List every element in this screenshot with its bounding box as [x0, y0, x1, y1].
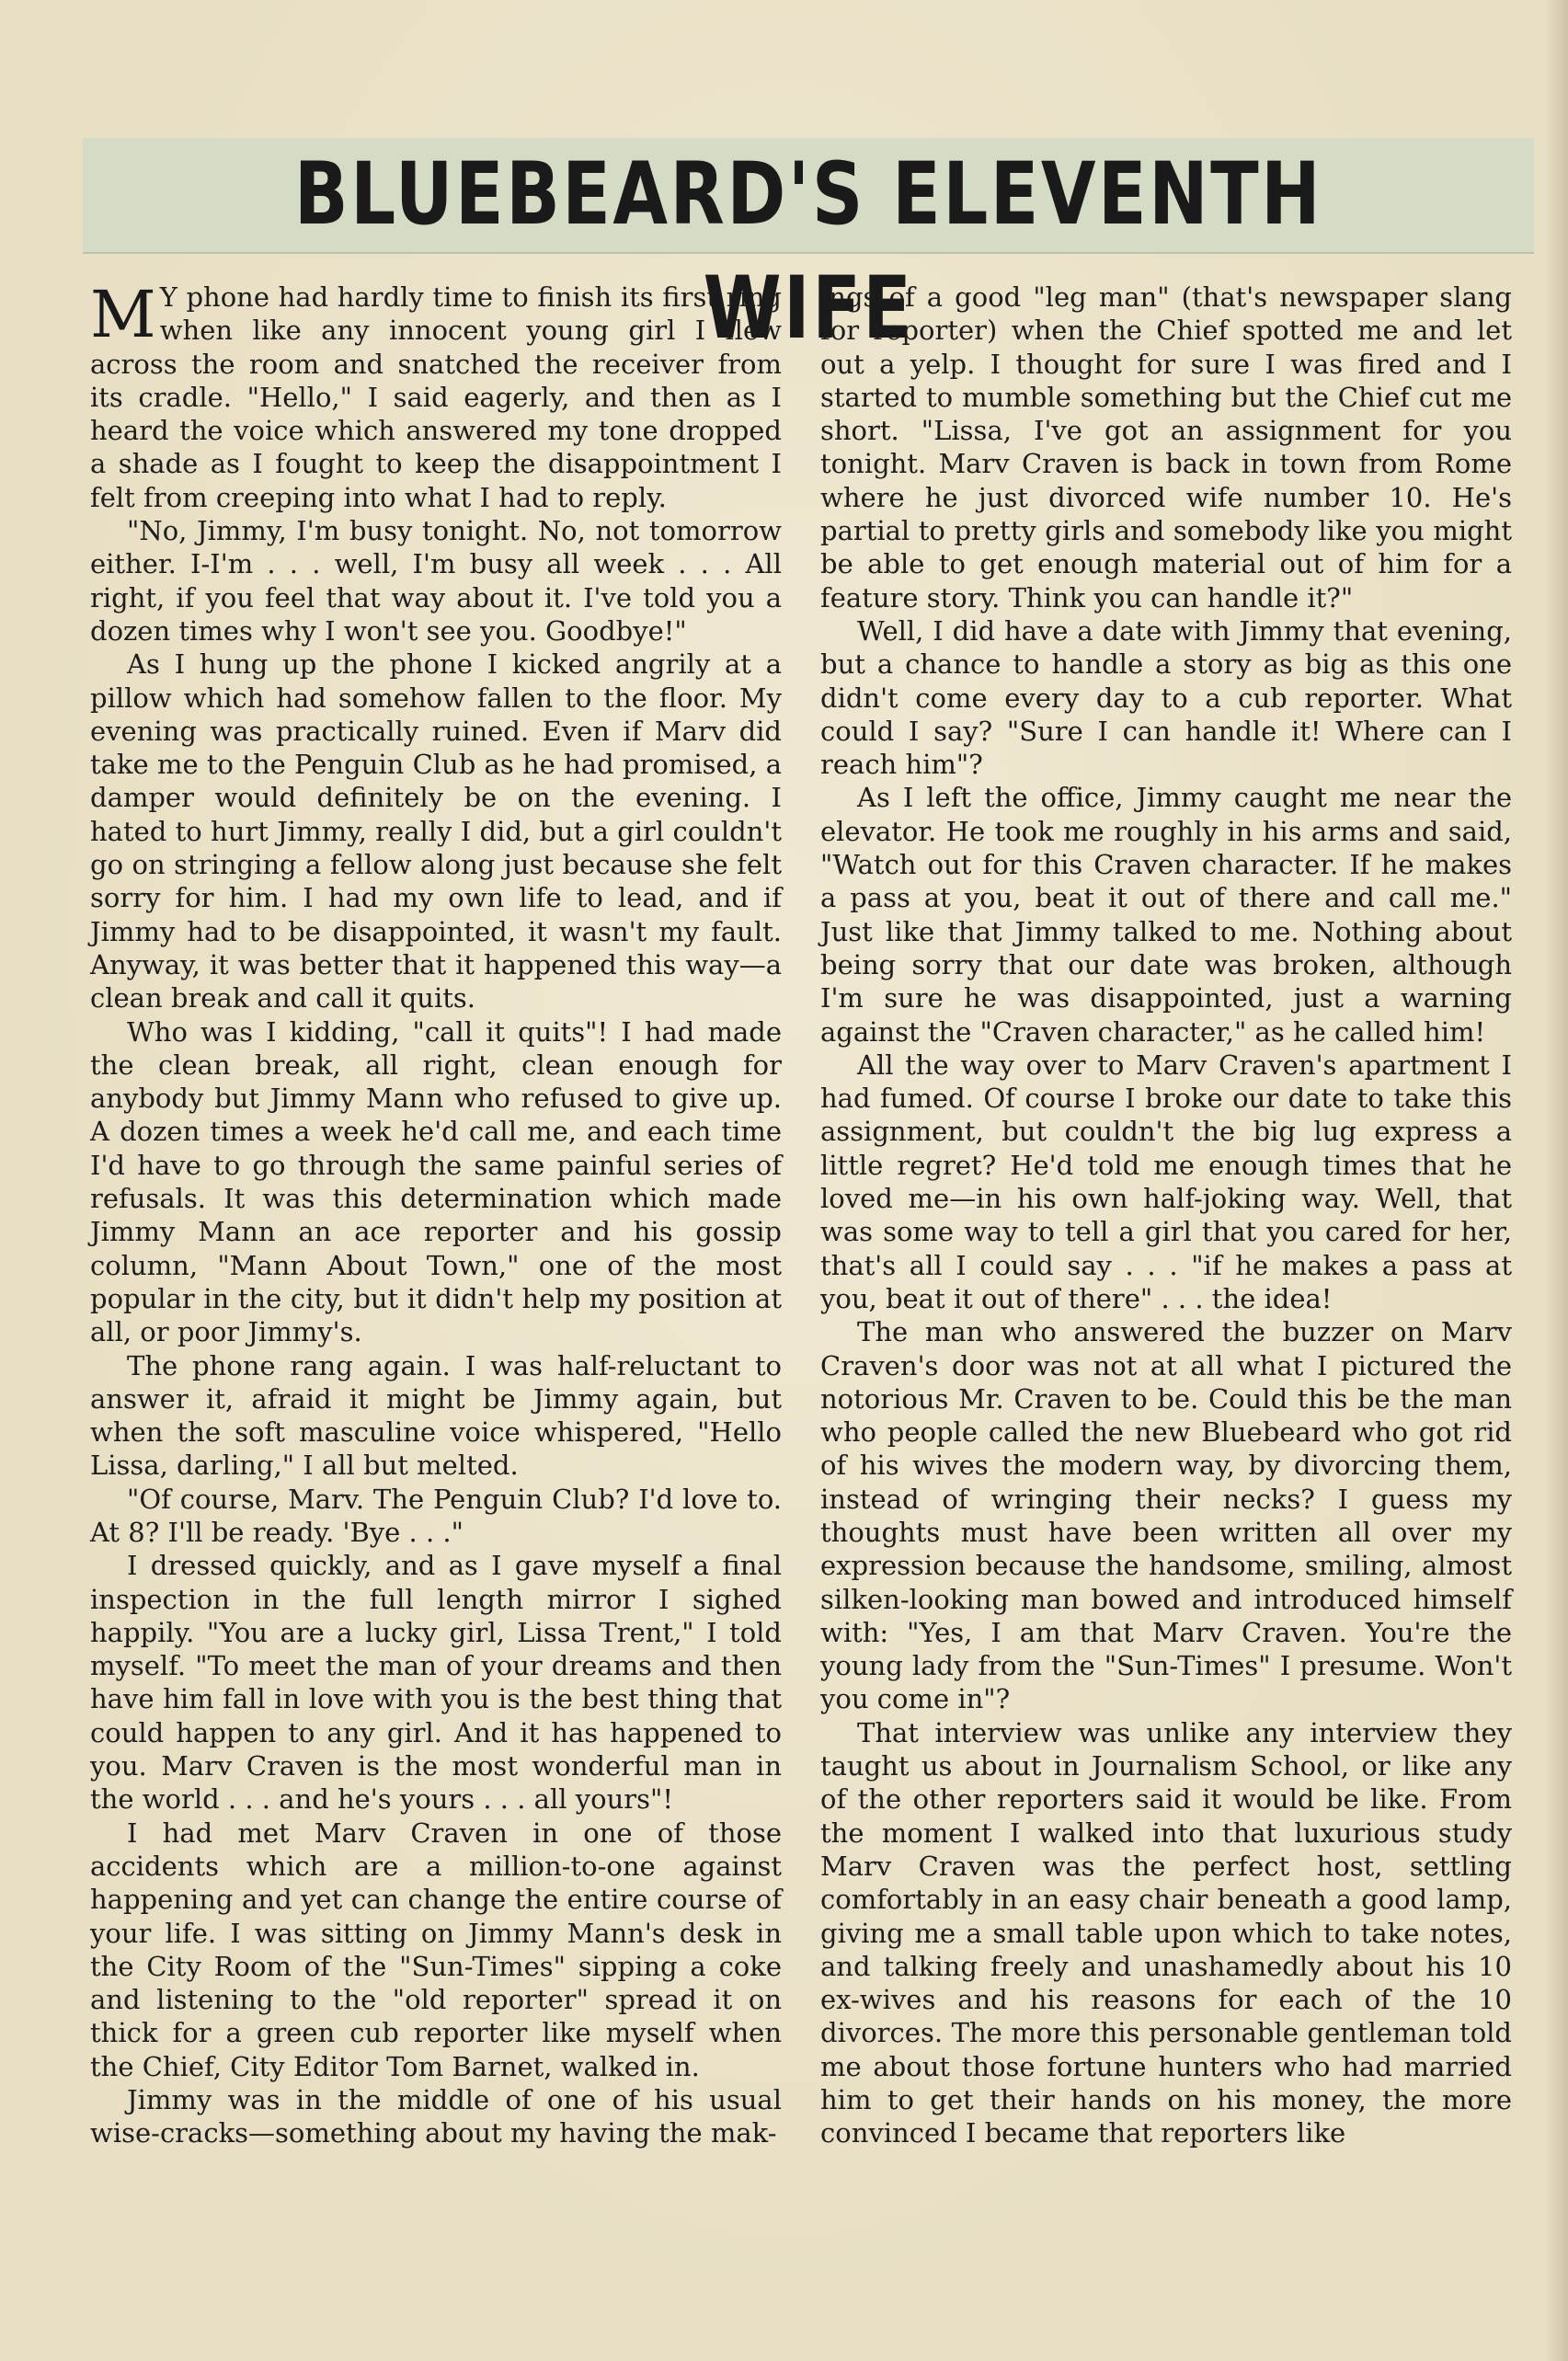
paragraph: ings of a good "leg man" (that's newspaper slang for reporter) when the Chief spotted me and let out a yelp. I thought for sure I was fired and I started to mumble something but the Chief cut me short. "Lissa, I've got an assignment for you tonight. Marv Craven is back in town from Rome where he just divorced wife number 10. He's partial to pretty girls and somebody like you might be able to get enough material out of him for a feature story. Think you can handle it?" — [820, 281, 1512, 613]
paragraph: Jimmy was in the middle of one of his usual wise-cracks—something about my having the mak- — [90, 2084, 782, 2149]
paragraph-text: Y phone had hardly time to finish its first ring when like any innocent young girl I flew across the room and snatched the receiver from its cradle. "Hello," I said eagerly, and then as I heard the voice which answered my tone dropped a shade as I fought to keep the disappointment I felt from creeping into what I had to reply. — [90, 281, 782, 513]
drop-cap: M — [90, 277, 156, 352]
paragraph: Well, I did have a date with Jimmy that evening, but a chance to handle a story as big as this one didn't come every day to a cub reporter. What could I say? "Sure I can handle it! Where can I reach him"? — [820, 614, 1512, 781]
page-spine-shadow — [1544, 0, 1568, 2361]
left-column — [90, 277, 782, 2150]
paragraph: As I left the office, Jimmy caught me near the elevator. He took me roughly in his arms and said, "Watch out for this Craven character. If he makes a pass at you, beat it out of there and call me." Just like that Jimmy talked to me. Nothing about being sorry that our date was broken, although I'm sure he was disappointed, just a warning against the "Craven character," as he called him! — [820, 782, 1512, 1048]
paragraph: All the way over to Marv Craven's apartment I had fumed. Of course I broke our date to take this assignment, but couldn't the big lug express a little regret? He'd told me enough times that he loved me—in his own half-joking way. Well, that was some way to tell a girl that you cared for her, that's all I could say . . . "if he makes a pass at you, beat it out of there" . . . the idea! — [820, 1049, 1512, 1314]
paragraph: "No, Jimmy, I'm busy tonight. No, not tomorrow either. I-I'm . . . well, I'm busy all week . . . All right, if you feel that way about it. I've told you a dozen times why I won't see you. Goodbye!" — [90, 515, 782, 647]
paragraph: Who was I kidding, "call it quits"! I had made the clean break, all right, clean enough for anybody but Jimmy Mann who refused to give up. A dozen times a week he'd call me, and each time I'd have to go through the same painful series of refusals. It was this determination which made Jimmy Mann an ace reporter and his gossip column, "Mann About Town," one of the most popular in the city, but it didn't help my position at all, or poor Jimmy's. — [90, 1015, 782, 1348]
paragraph: "Of course, Marv. The Penguin Club? I'd love to. At 8? I'll be ready. 'Bye . . ." — [90, 1483, 782, 1548]
story-title: BLUEBEARD'S ELEVENTH WIFE — [293, 144, 1323, 359]
paragraph — [90, 277, 782, 514]
paragraph: I had met Marv Craven in one of those accidents which are a million-to-one against happening and yet can change the entire course of your life. I was sitting on Jimmy Mann's desk in the City Room of the "Sun-Times" sipping a coke and listening to the "old reporter" spread it on thick for a green cub reporter like myself when the Chief, City Editor Tom Barnet, walked in. — [90, 1817, 782, 2082]
paragraph: I dressed quickly, and as I gave myself a final inspection in the full length mirror I sighed happily. "You are a lucky girl, Lissa Trent," I told myself. "To meet the man of your dreams and then have him fall in love with you is the best thing that could happen to any girl. And it has happened to you. Marv Craven is the most wonderful man in the world . . . and he's yours . . . all yours"! — [90, 1550, 782, 1816]
right-column — [820, 281, 1512, 2150]
paragraph: The phone rang again. I was half-reluctant to answer it, afraid it might be Jimmy again, but when the soft masculine voice whispered, "Hello Lissa, darling," I all but melted. — [90, 1349, 782, 1482]
paragraph: The man who answered the buzzer on Marv Craven's door was not at all what I pictured the notorious Mr. Craven to be. Could this be the man who people called the new Bluebeard who got rid of his wives the modern way, by divorcing them, instead of wringing their necks? I guess my thoughts must have been written all over my expression because the handsome, smiling, almost silken-looking man bowed and introduced himself with: "Yes, I am that Marv Craven. You're the young lady from the "Sun-Times" I presume. Won't you come in"? — [820, 1316, 1512, 1715]
paragraph: As I hung up the phone I kicked angrily at a pillow which had somehow fallen to the floor. My evening was practically ruined. Even if Marv did take me to the Penguin Club as he had promised, a damper would definitely be on the evening. I hated to hurt Jimmy, really I did, but a girl couldn't go on stringing a fellow along just because she felt sorry for him. I had my own life to lead, and if Jimmy had to be disappointed, it wasn't my fault. Anyway, it was better that it happened this way—a clean break and call it quits. — [90, 648, 782, 1014]
paragraph: That interview was unlike any interview they taught us about in Journalism School, or like any of the other reporters said it would be like. From the moment I walked into that luxurious study Marv Craven was the perfect host, settling comfortably in an easy chair beneath a good lamp, giving me a small table upon which to take notes, and talking freely and unashamedly about his 10 ex-wives and his reasons for each of the 10 divorces. The more this personable gentleman told me about those fortune hunters who had married him to get their hands on his money, the more convinced I became that reporters like — [820, 1716, 1512, 2149]
